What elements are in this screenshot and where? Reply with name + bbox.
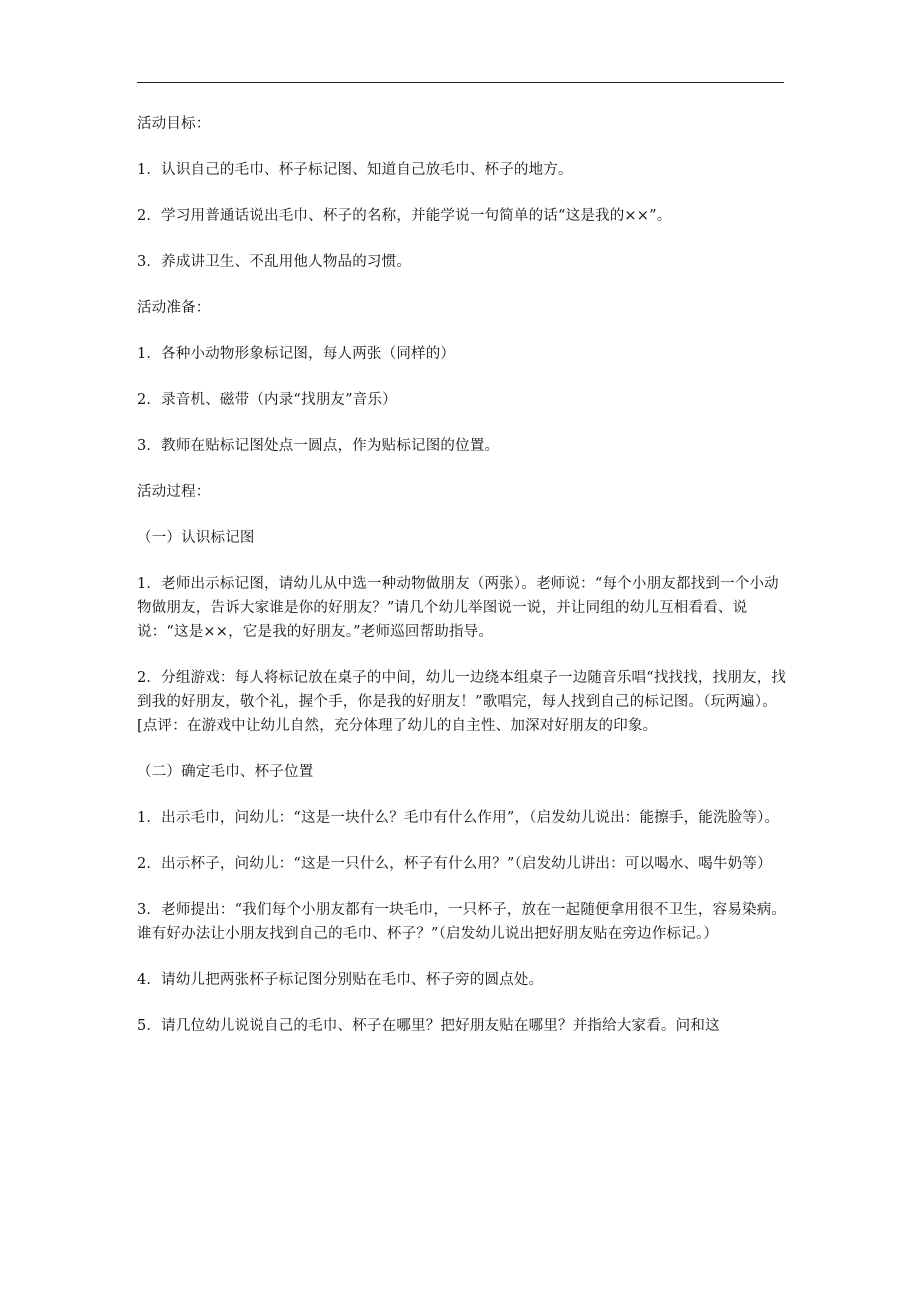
section-2-item-4: 4．请幼儿把两张杯子标记图分别贴在毛巾、杯子旁的圆点处。: [137, 972, 544, 988]
section-2-item-5: 5．请几位幼儿说说自己的毛巾、杯子在哪里？把好朋友贴在哪里？并指给大家看。问和这: [137, 1018, 720, 1034]
goal-item-1: 1．认识自己的毛巾、杯子标记图、知道自己放毛巾、杯子的地方。: [137, 162, 573, 178]
preparation-item-2: 2．录音机、磁带（内录“找朋友”音乐）: [137, 392, 397, 408]
section-1-item-1: 1．老师出示标记图，请幼儿从中选一种动物做朋友（两张）。老师说：“每个小朋友都找到一个小动物做朋友，告诉大家谁是你的好朋友？”请几个幼儿举图说一说，并让同组的幼儿互相看看、说说：“这是××，它是我的好朋友。”老师巡回帮助指导。: [137, 576, 779, 640]
process-heading: 活动过程：: [137, 484, 211, 500]
goal-item-2: 2．学习用普通话说出毛巾、杯子的名称，并能学说一句简单的话“这是我的××”。: [137, 208, 672, 224]
document-body: [137, 112, 787, 1060]
goal-item-3: 3．养成讲卫生、不乱用他人物品的习惯。: [137, 254, 412, 270]
preparation-item-3: 3．教师在贴标记图处点一圆点，作为贴标记图的位置。: [137, 438, 500, 454]
header-rule: [137, 82, 784, 83]
section-1-item-2: 2．分组游戏：每人将标记放在桌子的中间，幼儿一边绕本组桌子一边随音乐唱“找找找，找朋友，找到我的好朋友，敬个礼，握个手，你是我的好朋友！”歌唱完，每人找到自己的标记图。（玩两遍）。[点评：在游戏中让幼儿自然，充分体理了幼儿的自主性、加深对好朋友的印象。: [137, 670, 787, 734]
preparation-item-1: 1．各种小动物形象标记图，每人两张（同样的）: [137, 346, 456, 362]
preparation-heading: 活动准备：: [137, 300, 211, 316]
section-2-title: （二）确定毛巾、杯子位置: [137, 764, 314, 780]
goals-heading: 活动目标：: [137, 116, 211, 132]
section-2-item-3: 3．老师提出：“我们每个小朋友都有一块毛巾，一只杯子，放在一起随便拿用很不卫生，容易染病。谁有好办法让小朋友找到自己的毛巾、杯子？”（启发幼儿说出把好朋友贴在旁边作标记。）: [137, 902, 787, 942]
section-1-title: （一）认识标记图: [137, 530, 255, 546]
section-2-item-2: 2．出示杯子，问幼儿：“这是一只什么，杯子有什么用？”（启发幼儿讲出：可以喝水、喝牛奶等）: [137, 856, 772, 872]
section-2-item-1: 1．出示毛巾，问幼儿：“这是一块什么？毛巾有什么作用”，（启发幼儿说出：能擦手，能洗脸等）。: [137, 810, 780, 826]
